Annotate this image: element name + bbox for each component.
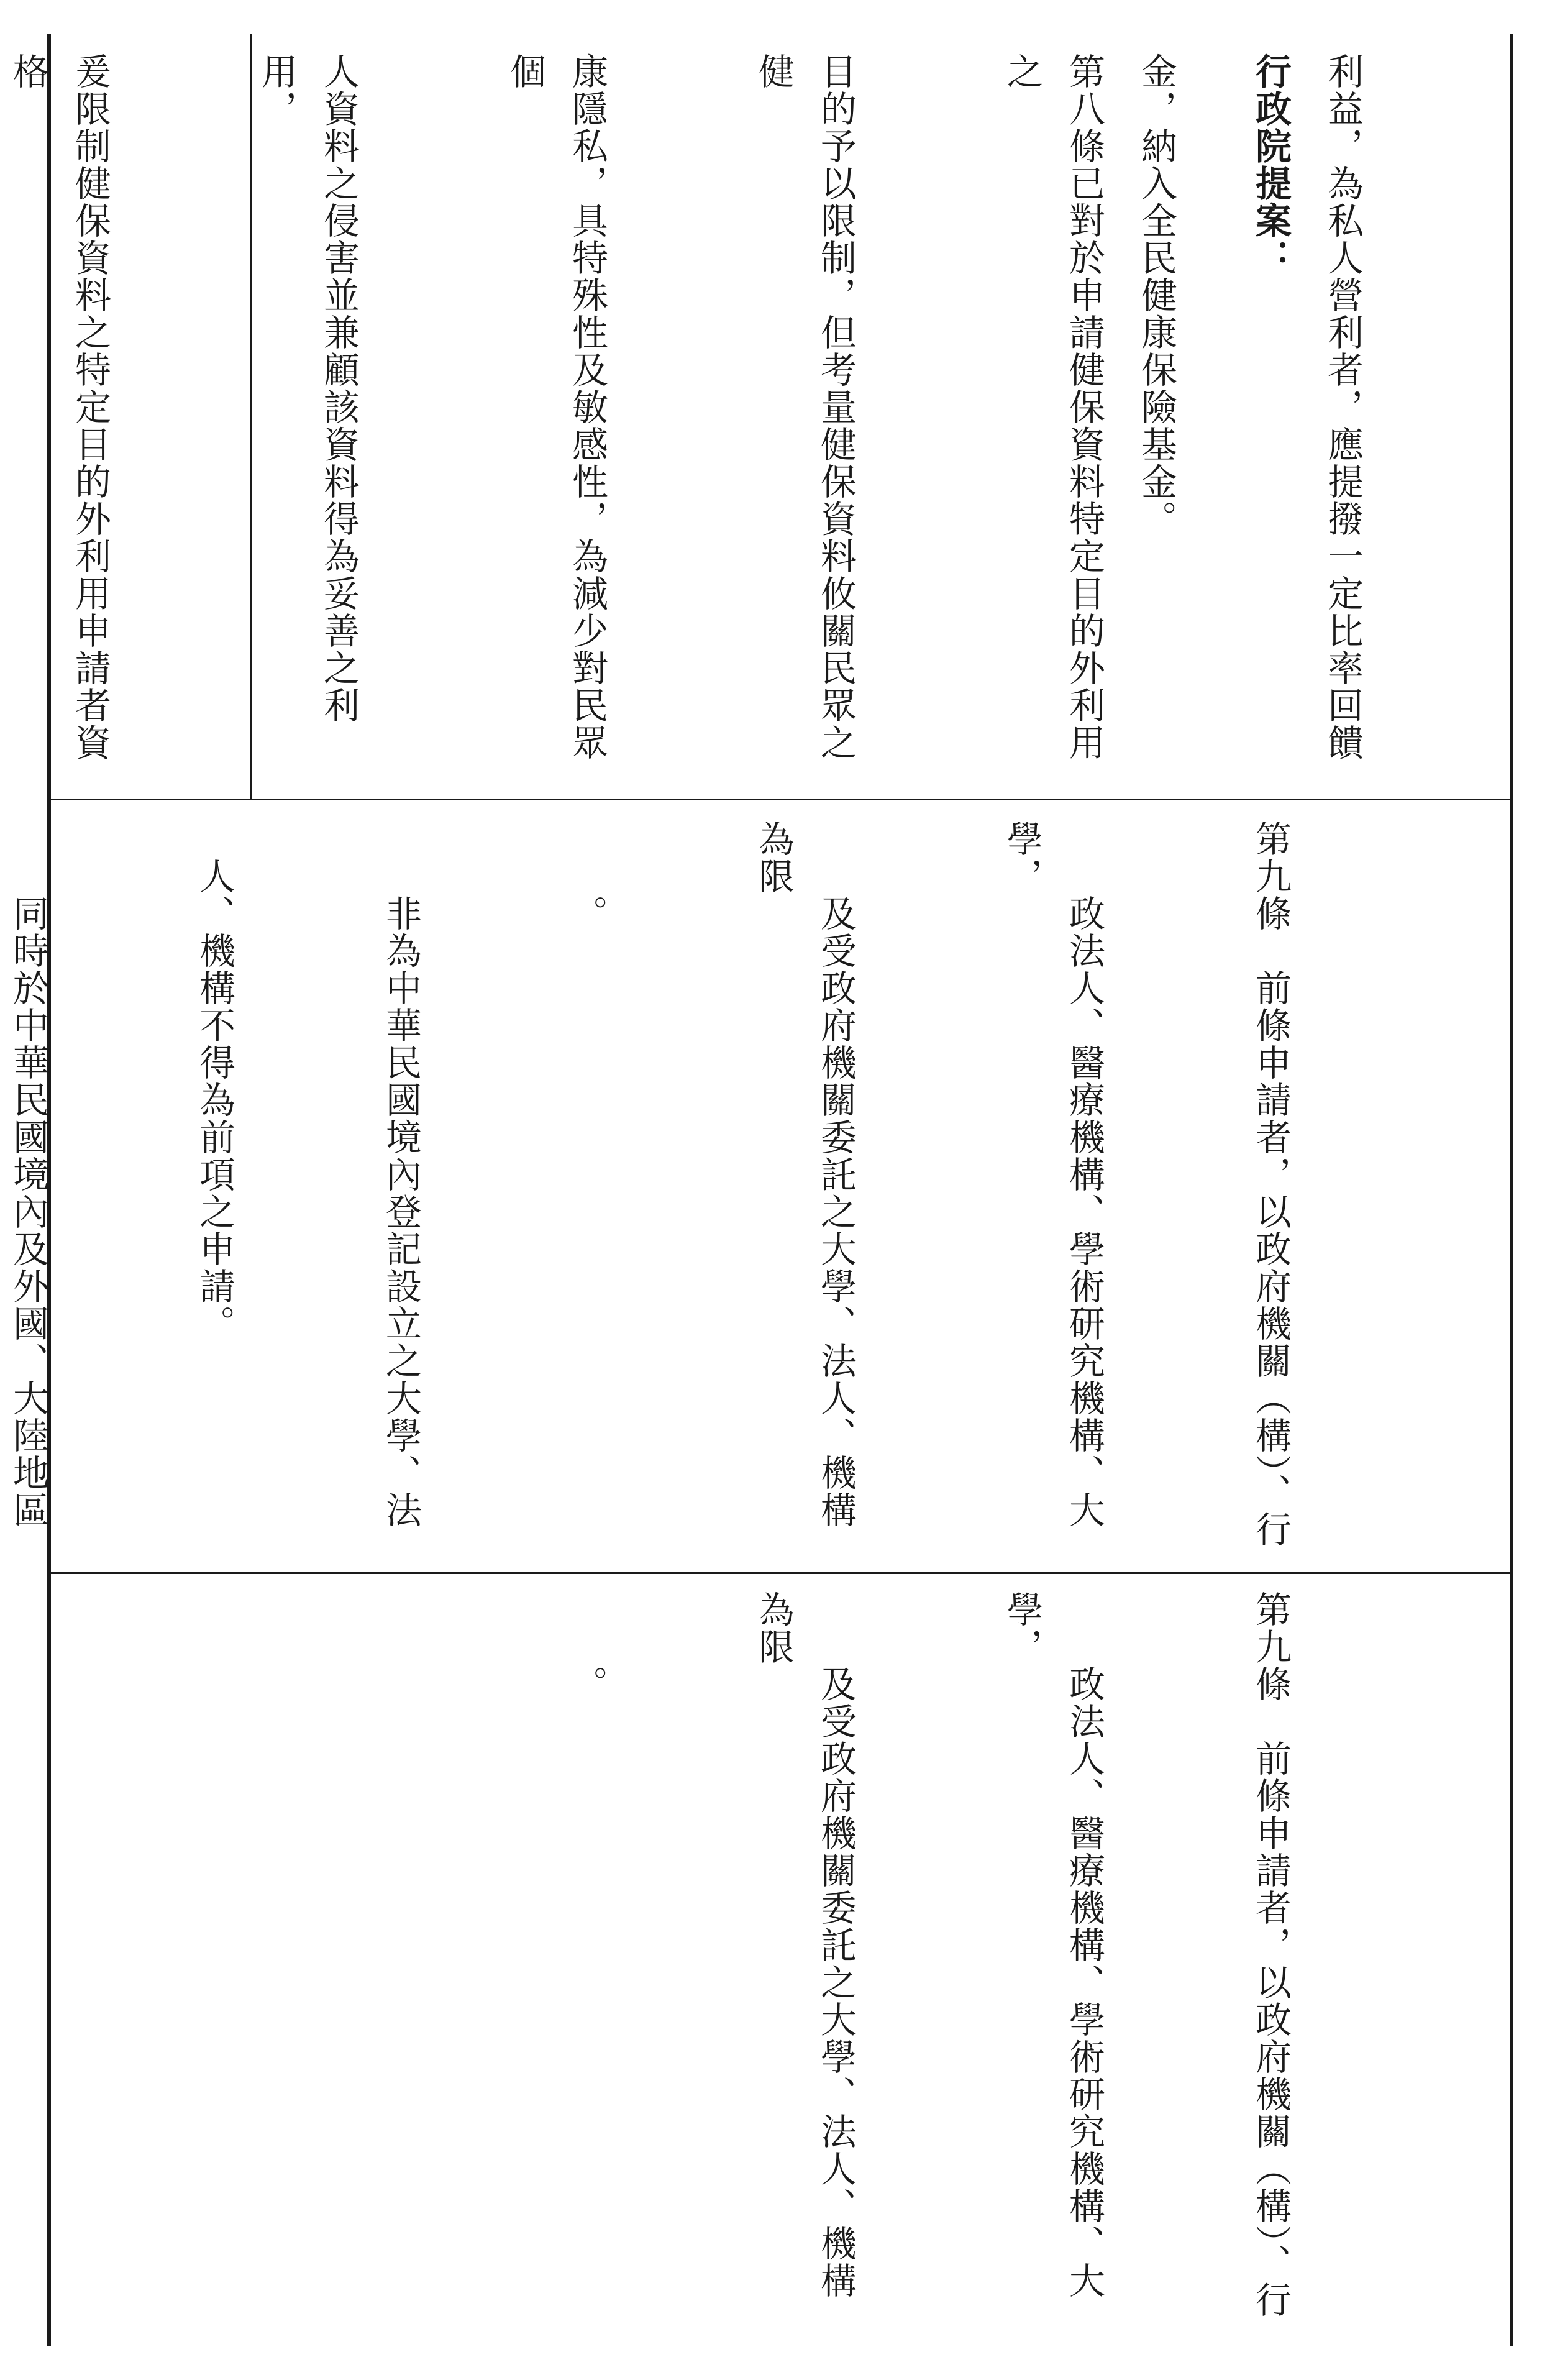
exec-article-line-4: 。 [566,820,608,932]
exec-line-4: 人資料之侵害並兼顧該資料得為妥善之利用， [255,53,360,724]
exec-article-line-5: 非為中華民國境內登記設立之大學、法 [380,820,422,1529]
executive-article-column [7,820,1426,1560]
right-border-line [1510,34,1513,2346]
exec-article-line-6: 人、機構不得為前項之申請。 [193,820,235,1342]
continuation-line-1: 利益，為私人營利者，應提撥一定比率回饋 [1321,53,1364,761]
exec-line-3: 康隱私，具特殊性及敏感性，為減少對民眾個 [504,53,608,761]
leg-article-line-3: 及受政府機關委託之大學、法人、機構為限 [752,1591,857,2299]
continuation-line-2: 金，納入全民健康保險基金。 [1135,53,1177,538]
exec-article-line-7: 同時於中華民國境內及外國、大陸地區 [7,820,49,1529]
exec-article-line-1: 第九條 前條申請者，以政府機關（構）、行 [1249,820,1292,1548]
executive-proposal-explanation [7,53,1426,786]
exec-article-line-2: 政法人、醫療機構、學術研究機構、大學， [1001,820,1105,1529]
legislator-article-column [258,1591,1426,2330]
leg-article-line-2: 政法人、醫療機構、學術研究機構、大學， [1001,1591,1105,2299]
exec-line-1: 第八條已對於申請健保資料特定目的外利用之 [1001,53,1105,761]
leg-article-line-1: 第九條 前條申請者，以政府機關（構）、行 [1249,1591,1292,2318]
exec-article-line-3: 及受政府機關委託之大學、法人、機構為限 [752,820,857,1529]
column-divider-line-1 [51,799,1510,800]
column-divider-line-2 [51,1572,1510,1574]
executive-proposal-label: 行政院提案： [1249,53,1292,277]
exec-line-2: 目的予以限制，但考量健保資料攸關民眾之健 [752,53,857,761]
leg-article-line-4: 。 [566,1591,608,1703]
exec-line-5: 爰限制健保資料之特定目的外利用申請者資格 [7,53,111,761]
